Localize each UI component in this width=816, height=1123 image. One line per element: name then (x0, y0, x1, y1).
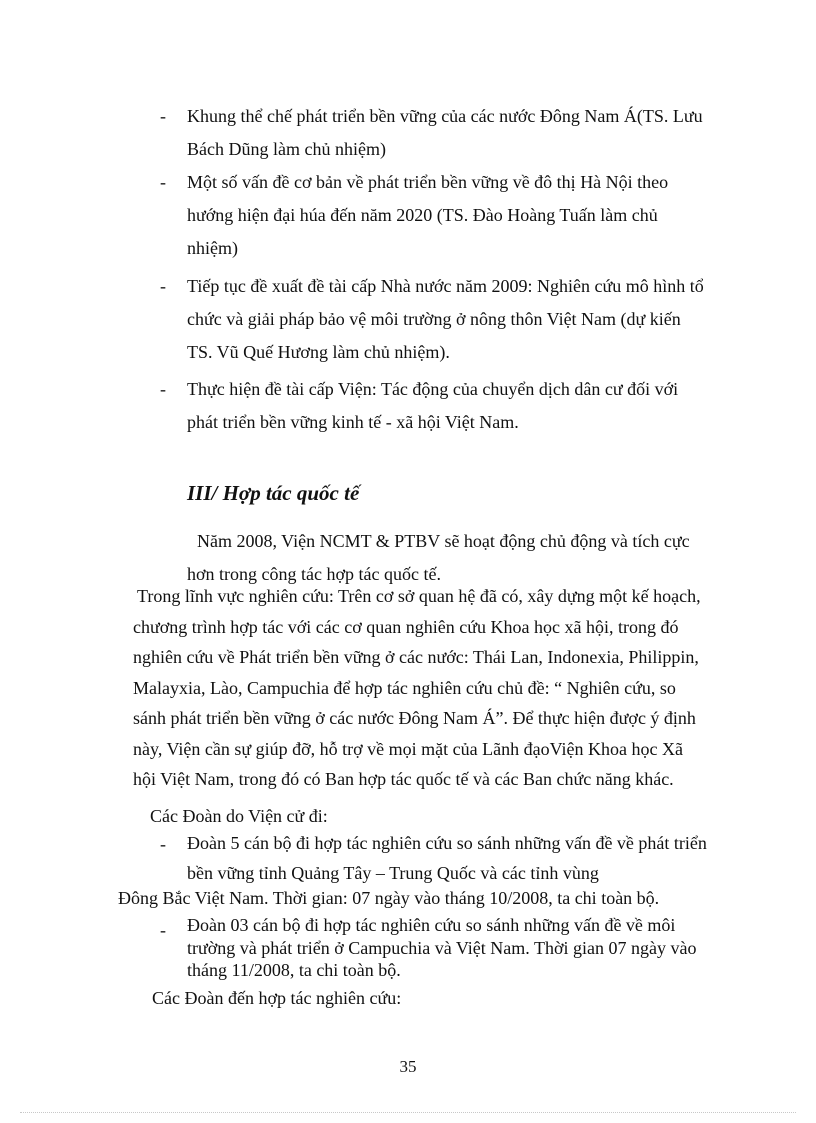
page-number: 35 (399, 1057, 417, 1076)
paragraph-delegations-out: Các Đoàn do Viện cử đi: (150, 806, 328, 826)
delegation-item: Đoàn 03 cán bộ đi hợp tác nghiên cứu so sánh những vấn đề về môi trường và phát triển ở Campuchia và Việt Nam. Thời gian 07 ngày vào tháng 11/2008, ta chi toàn bộ. (187, 915, 697, 980)
bullet-item: Một số vấn đề cơ bản về phát triển bền vững về đô thị Hà Nội theo hướng hiện đại húa đến năm 2020 (TS. Đào Hoàng Tuấn làm chủ nhiệm) (187, 172, 669, 258)
bullet-item: Tiếp tục đề xuất đề tài cấp Nhà nước năm 2009: Nghiên cứu mô hình tổ chức và giải pháp bảo vệ môi trường ở nông thôn Việt Nam (dự kiến TS. Vũ Quế Hương làm chủ nhiệm). (187, 276, 704, 362)
page-border (20, 1112, 796, 1113)
bullet-marker: - (160, 172, 166, 192)
bullet-marker: - (160, 379, 166, 399)
bullet-item: Khung thể chế phát triển bền vững của các nước Đông Nam Á(TS. Lưu Bách Dũng làm chủ nhiệm) (187, 106, 703, 159)
bullet-marker: - (160, 920, 166, 940)
paragraph-intro: Năm 2008, Viện NCMT & PTBV sẽ hoạt động chủ động và tích cực hơn trong công tác hợp tác quốc tế. (187, 531, 690, 584)
bullet-marker: - (160, 834, 166, 854)
bullet-marker: - (160, 276, 166, 296)
paragraph-research: Trong lĩnh vực nghiên cứu: Trên cơ sở quan hệ đã có, xây dựng một kế hoạch, chương trình hợp tác với các cơ quan nghiên cứu Khoa học xã hội, trong đó nghiên cứu về Phát triển bền vững ở các nước: Thái Lan, Indonexia, Philippin, Malayxia, Lào, Campuchia để hợp tác nghiên cứu chủ đề: “ Nghiên cứu, so sánh phát triển bền vững ở các nước Đông Nam Á”. Để thực hiện được ý định này, Viện cần sự giúp đỡ, hỗ trợ về mọi mặt của Lãnh đạoViện Khoa học Xã hội Việt Nam, trong đó có Ban hợp tác quốc tế và các Ban chức năng khác. (133, 586, 701, 789)
bullet-item: Thực hiện đề tài cấp Viện: Tác động của chuyển dịch dân cư đối với phát triển bền vững kinh tế - xã hội Việt Nam. (187, 379, 679, 432)
section-heading: III/ Hợp tác quốc tế (187, 481, 360, 505)
delegation-item-continuation: Đông Bắc Việt Nam. Thời gian: 07 ngày vào tháng 10/2008, ta chi toàn bộ. (118, 888, 660, 908)
paragraph-delegations-in: Các Đoàn đến hợp tác nghiên cứu: (152, 988, 402, 1008)
delegation-item: Đoàn 5 cán bộ đi hợp tác nghiên cứu so sánh những vấn đề về phát triển bền vững tỉnh Quảng Tây – Trung Quốc và các tỉnh vùng (187, 833, 707, 883)
bullet-marker: - (160, 106, 166, 126)
